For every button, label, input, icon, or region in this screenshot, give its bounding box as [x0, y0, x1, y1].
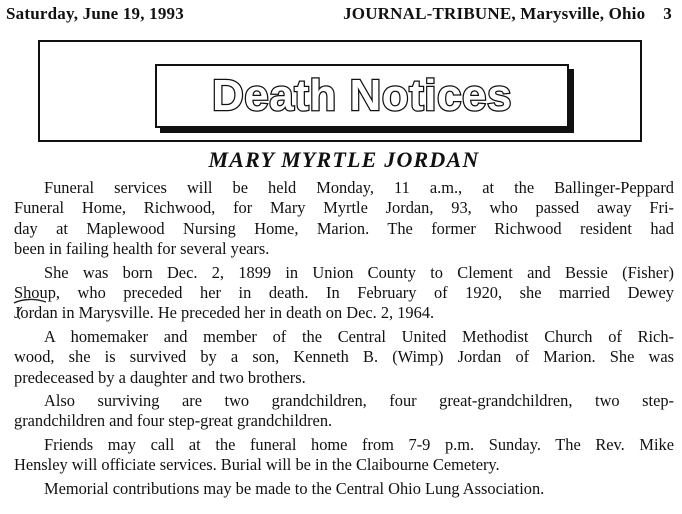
- text-line: Friends may call at the funeral home from 7-9 p.m. Sunday. The Rev. Mike: [44, 434, 674, 454]
- obituary-paragraph: [14, 178, 674, 260]
- obituary-paragraph: [14, 479, 674, 499]
- section-title: Death Notices: [212, 71, 512, 120]
- text-line: Also surviving are two grandchildren, four great-grandchildren, two step-: [44, 391, 674, 411]
- masthead: [6, 4, 672, 28]
- masthead-right: [343, 4, 672, 24]
- obituary-paragraph: [14, 435, 674, 476]
- masthead-page-number: 3: [663, 4, 672, 23]
- text-line: grandchildren and four step-great grandchildren.: [14, 411, 333, 431]
- text-line: wood, she is survived by a son, Kenneth B. (Wimp) Jordan of Marion. She was: [14, 347, 674, 367]
- obituary-name: MARY MYRTLE JORDAN: [208, 147, 480, 172]
- obituary-paragraph: [14, 263, 674, 324]
- text-line: Funeral Home, Richwood, for Mary Myrtle Jordan, 93, who passed away Fri-: [14, 198, 674, 218]
- text-line: Jordan in Marysville. He preceded her in death on Dec. 2, 1964.: [14, 303, 435, 323]
- section-header-frame: [38, 40, 642, 142]
- masthead-paper: JOURNAL-TRIBUNE, Marysville, Ohio: [343, 4, 646, 23]
- text-line: Memorial contributions may be made to the Central Ohio Lung Association.: [44, 478, 545, 498]
- text-line: predeceased by a daughter and two brothers.: [14, 367, 306, 387]
- text-line: been in failing health for several years.: [14, 239, 270, 259]
- text-line: day at Maplewood Nursing Home, Marion. The former Richwood resident had: [14, 218, 674, 238]
- obituary-paragraph: [14, 391, 674, 432]
- section-header-banner: [155, 64, 569, 128]
- masthead-date: Saturday, June 19, 1993: [6, 4, 184, 23]
- text-line: She was born Dec. 2, 1899 in Union County to Clement and Bessie (Fisher): [44, 262, 674, 282]
- text-line: Funeral services will be held Monday, 11 a.m., at the Ballinger-Peppard: [44, 178, 674, 197]
- text-line: Hensley will officiate services. Burial will be in the Claibourne Cemetery.: [14, 455, 500, 475]
- obituary-paragraph: [14, 327, 674, 388]
- obituary: [14, 148, 674, 502]
- text-line: Shoup, who preceded her in death. In February of 1920, she married Dewey: [14, 283, 674, 303]
- text-line: A homemaker and member of the Central United Methodist Church of Rich-: [44, 326, 674, 346]
